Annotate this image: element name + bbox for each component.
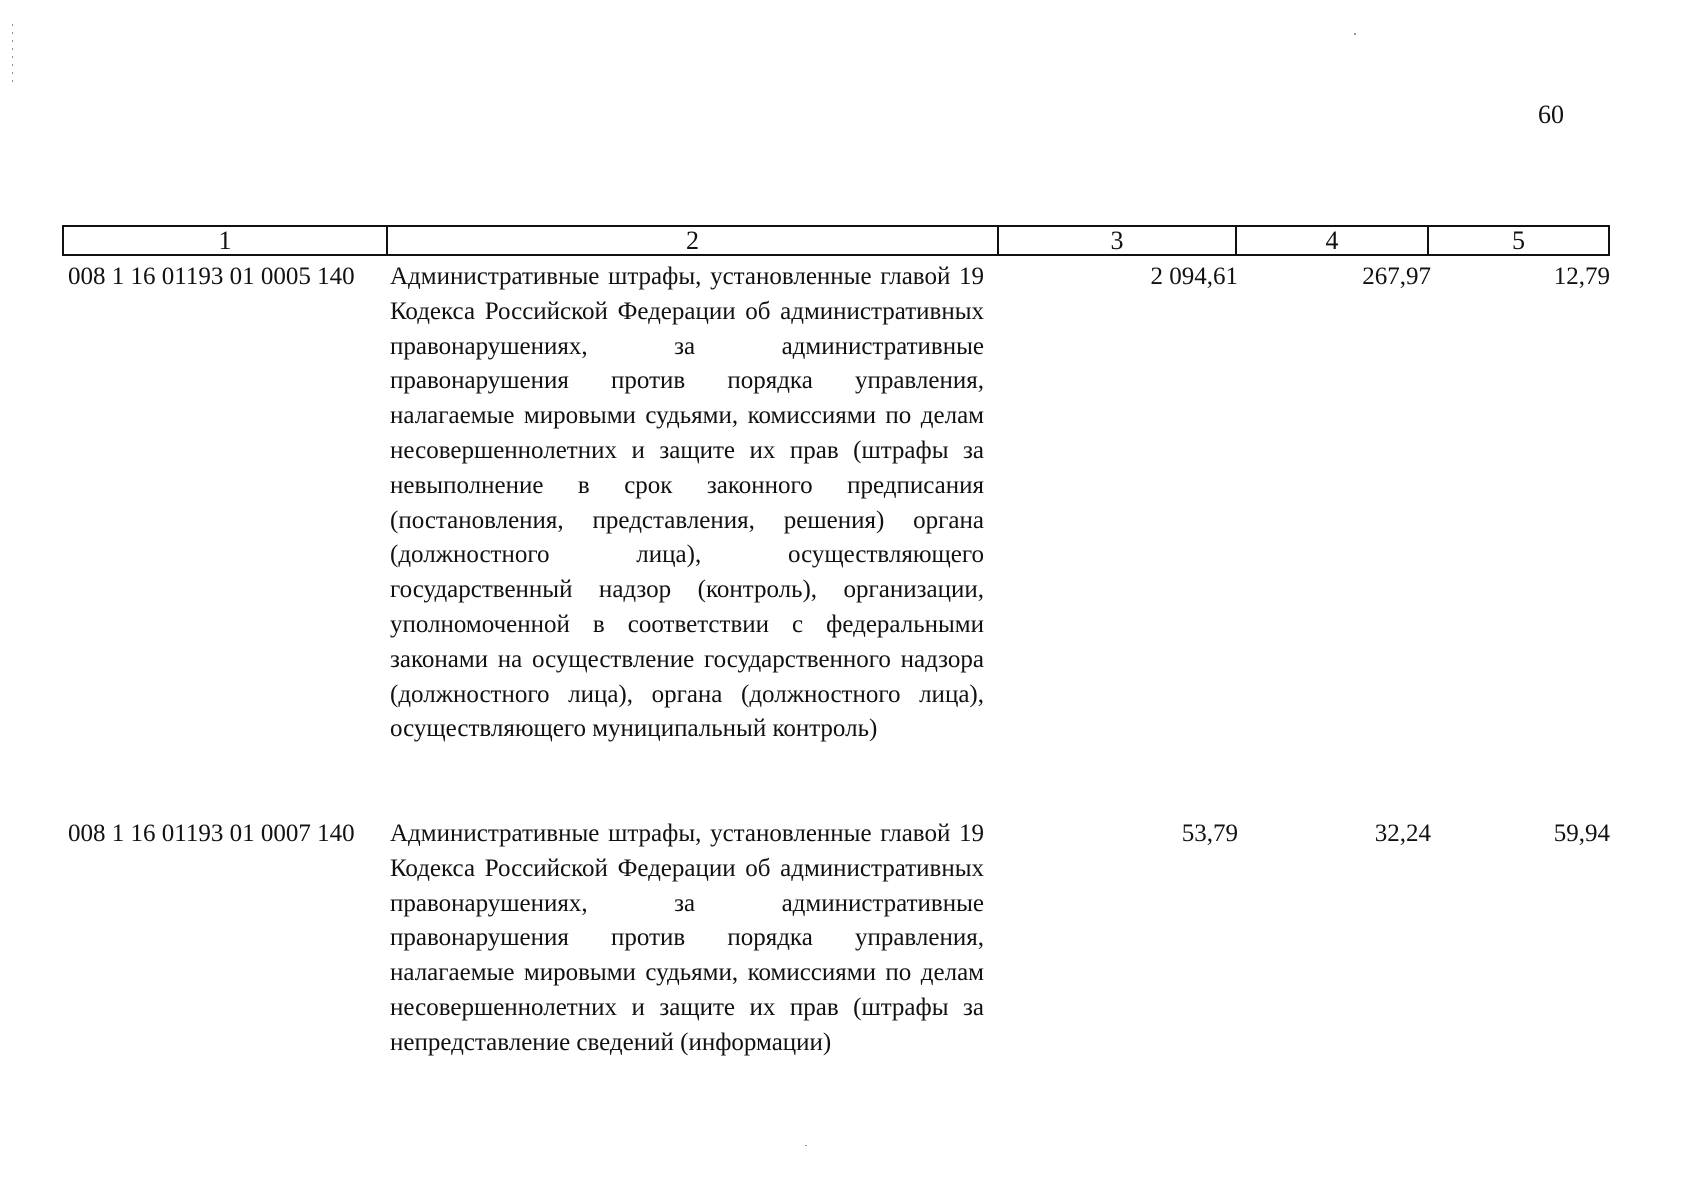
table-header-cell-3: 3 <box>997 225 1237 256</box>
column-3-value: 53,79 <box>1181 820 1238 847</box>
column-3-value: 2 094,61 <box>1150 263 1238 290</box>
table-header-cell-2: 2 <box>386 225 999 256</box>
budget-classification-code: 008 1 16 01193 01 0005 140 <box>68 263 355 290</box>
scan-artifact-top <box>1354 33 1356 35</box>
scan-artifact-bottom <box>805 1145 807 1146</box>
table-header-cell-4: 4 <box>1235 225 1429 256</box>
table-header-row <box>62 225 1610 258</box>
column-5-value: 12,79 <box>1553 263 1610 290</box>
revenue-description: Административные штрафы, установленные главой 19 Кодекса Российской Федерации об административных правонарушениях, за административные правонарушения против порядка управления, налагаемые мировыми судьями, комиссиями по делам несовершеннолетних и защите их прав (штрафы за невыполнение в срок законного предписания (постановления, представления, решения) органа (должностного лица), осуществляющего государственный надзор (контроль), организации, уполномоченной в соответствии с федеральными законами на осуществление государственного надзора (должностного лица), органа (должностного лица), осуществляющего муниципальный контроль) <box>390 263 984 743</box>
column-4-value: 32,24 <box>1374 820 1431 847</box>
table-header-cell-5: 5 <box>1427 225 1610 256</box>
revenue-description: Административные штрафы, установленные главой 19 Кодекса Российской Федерации об административных правонарушениях, за административные правонарушения против порядка управления, налагаемые мировыми судьями, комиссиями по делам несовершеннолетних и защите их прав (штрафы за непредставление сведений (информации) <box>390 820 984 1056</box>
column-5-value: 59,94 <box>1553 820 1610 847</box>
scan-artifact-left <box>12 24 13 84</box>
page-number: 60 <box>1538 100 1564 129</box>
table-header-cell-1: 1 <box>62 225 388 256</box>
budget-classification-code: 008 1 16 01193 01 0007 140 <box>68 820 355 847</box>
column-4-value: 267,97 <box>1362 263 1431 290</box>
